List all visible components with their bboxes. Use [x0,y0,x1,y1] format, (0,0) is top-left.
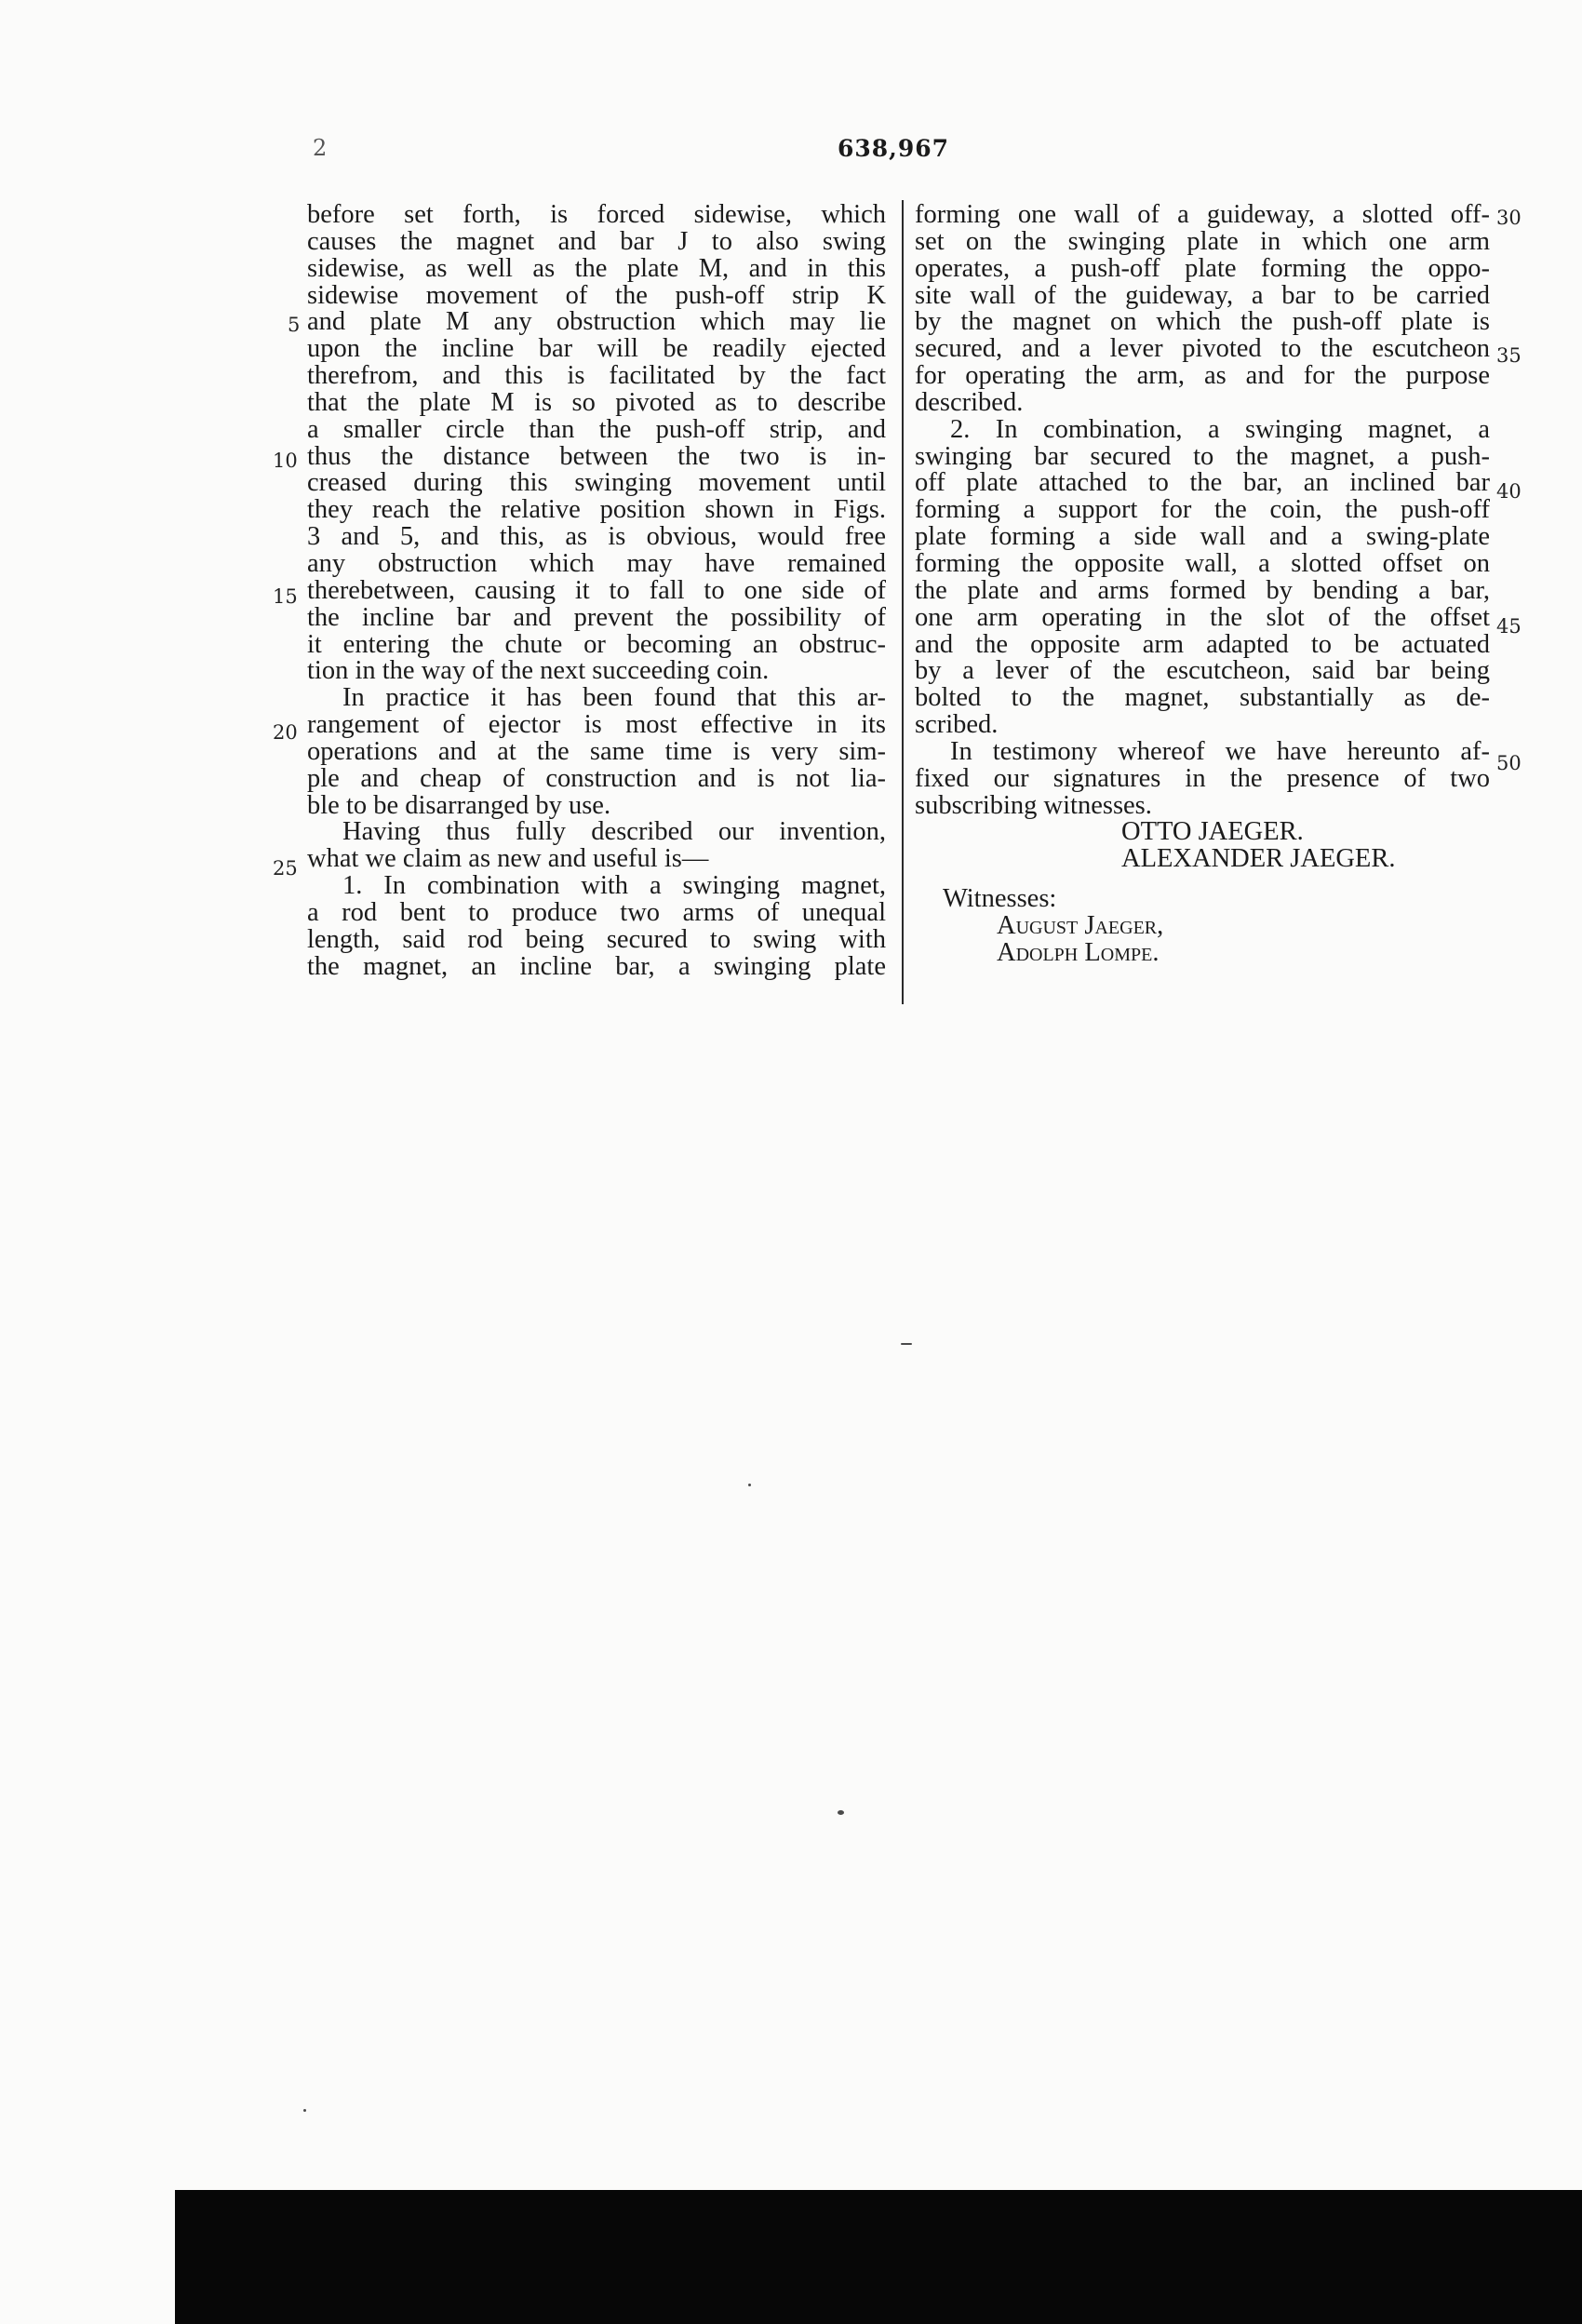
text-line: they reach the relative position shown in Figs. [307,495,886,525]
scan-speck [748,1484,751,1486]
text-line: forming the opposite wall, a slotted offset on [915,548,1490,578]
text-line: upon the incline bar will be readily ejected [307,334,886,364]
text-line: described. [915,387,1024,417]
witness-name: August Jaeger, [997,910,1164,940]
text-line: tion in the way of the next succeeding coin. [307,656,770,686]
text-line: therebetween, causing it to fall to one side of [307,575,886,605]
text-line: Having thus fully described our invention, [342,817,886,847]
text-line: ple and cheap of construction and is not lia- [307,763,886,793]
line-number: 10 [273,450,298,472]
text-line: by a lever of the escutcheon, said bar being [915,656,1490,686]
text-line: plate forming a side wall and a swing-plate [915,522,1490,552]
line-number: 5 [288,314,301,336]
line-number: 15 [273,585,298,608]
text-line: a smaller circle than the push-off strip, and [307,414,886,444]
text-line: secured, and a lever pivoted to the escutcheon [915,334,1490,364]
text-line: operates, a push-off plate forming the oppo- [915,253,1490,283]
text-line: and the opposite arm adapted to be actuated [915,629,1490,659]
text-line: site wall of the guideway, a bar to be carried [915,280,1490,310]
text-line: scribed. [915,710,999,740]
text-line: thus the distance between the two is in- [307,441,886,471]
text-line: the plate and arms formed by bending a bar, [915,575,1490,605]
witness-name: Adolph Lompe. [997,937,1160,967]
line-number: 20 [273,721,298,744]
text-line: the magnet, an incline bar, a swinging plate [307,951,886,981]
text-line: what we claim as new and useful is— [307,844,709,874]
text-line: operations and at the same time is very sim- [307,736,886,766]
text-line: any obstruction which may have remained [307,548,886,578]
text-line: rangement of ejector is most effective in its [307,710,886,740]
text-line: it entering the chute or becoming an obstruc- [307,629,886,659]
patent-number: 638,967 [838,135,950,162]
line-number: 30 [1496,207,1522,229]
text-line: by the magnet on which the push-off plate is [915,307,1490,337]
text-line: and plate M any obstruction which may lie [307,307,886,337]
left-text-column [307,202,886,980]
text-line: sidewise, as well as the plate M, and in this [307,253,886,283]
text-line: In testimony whereof we have hereunto af- [950,736,1490,766]
text-line: 3 and 5, and this, as is obvious, would free [307,522,886,552]
witnesses-label: Witnesses: [943,884,1057,914]
text-line: In practice it has been found that this ar- [342,683,886,713]
text-line: one arm operating in the slot of the offset [915,602,1490,632]
scan-speck [838,1810,844,1815]
text-line: creased during this swinging movement until [307,468,886,498]
text-line: forming one wall of a guideway, a slotted off- [915,200,1490,229]
text-line: for operating the arm, as and for the purpose [915,361,1490,391]
signature-alexander: ALEXANDER JAEGER. [1121,844,1396,874]
column-divider [902,200,904,1004]
scan-speck [303,2109,306,2112]
text-line: subscribing witnesses. [915,790,1152,820]
text-line: 2. In combination, a swinging magnet, a [950,414,1490,444]
text-line: bolted to the magnet, substantially as de- [915,683,1490,713]
right-text-column [915,202,1490,967]
text-line: 1. In combination with a swinging magnet, [342,871,886,901]
scan-speck [901,1343,912,1345]
text-line: that the plate M is so pivoted as to describe [307,387,886,417]
signature-otto: OTTO JAEGER. [1121,817,1304,847]
scan-border-bar [175,2190,1582,2324]
text-line: a rod bent to produce two arms of unequal [307,897,886,927]
text-line: before set forth, is forced sidewise, which [307,200,886,229]
text-line: length, said rod being secured to swing with [307,924,886,954]
text-line: set on the swinging plate in which one arm [915,226,1490,256]
text-line: fixed our signatures in the presence of two [915,763,1490,793]
text-line: forming a support for the coin, the push-off [915,495,1490,525]
line-number: 40 [1496,480,1522,503]
text-line: causes the magnet and bar J to also swing [307,226,886,256]
line-number: 25 [273,857,298,880]
text-line: swinging bar secured to the magnet, a push- [915,441,1490,471]
page-number: 2 [313,135,328,161]
text-line: off plate attached to the bar, an inclined bar [915,468,1490,498]
text-line: the incline bar and prevent the possibility of [307,602,886,632]
text-line: ble to be disarranged by use. [307,790,611,820]
line-number: 50 [1496,752,1522,774]
text-line: sidewise movement of the push-off strip K [307,280,886,310]
text-line: therefrom, and this is facilitated by the fact [307,361,886,391]
line-number: 45 [1496,615,1522,638]
line-number: 35 [1496,344,1522,367]
